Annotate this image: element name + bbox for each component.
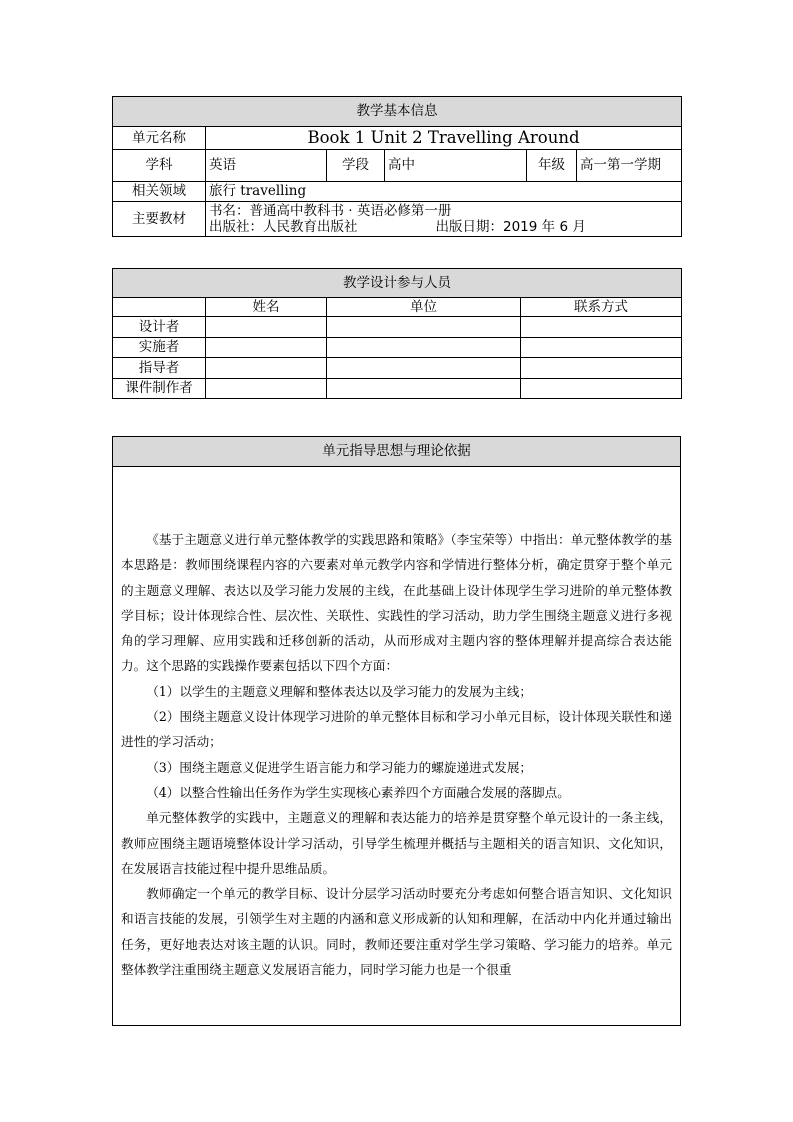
guidance-header: 单元指导思想与理论依据 (113, 437, 681, 467)
textbook-label: 主要教材 (113, 202, 206, 237)
participant-unit-cell (327, 358, 521, 379)
grade-value: 高一第一学期 (577, 150, 682, 182)
stage-value: 高中 (385, 150, 527, 182)
field-value: 旅行 travelling (206, 182, 682, 202)
participant-name-cell (206, 358, 327, 379)
guidance-paragraph-3: 教师确定一个单元的教学目标、设计分层学习活动时要充分考虑如何整合语言知识、文化知识和语言技能的发展，引领学生对主题的内涵和意义形成新的认知和理解，在活动中内化并通过输出任务，更好地表达对该主题的认识。同时，教师还要注重对学生学习策略、学习能力的培养。单元整体教学注重围绕主题意义发展语言能力，同时学习能力也是一个很重 (121, 886, 672, 978)
participant-name-cell (206, 379, 327, 399)
subject-value: 英语 (206, 150, 327, 182)
participants-col-unit: 单位 (327, 298, 521, 317)
unit-name-label: 单元名称 (113, 127, 206, 150)
field-label: 相关领域 (113, 182, 206, 202)
guidance-paragraph-2: 单元整体教学的实践中，主题意义的理解和表达能力的培养是贯穿整个单元设计的一条主线，教师应围绕主题语境整体设计学习活动，引导学生梳理并概括与主题相关的语言知识、文化知识，在发展语言技能过程中提升思维品质。 (121, 810, 672, 876)
publisher: 出版社：人民教育出版社 (209, 219, 358, 235)
guidance-table (112, 436, 681, 1026)
publish-date: 出版日期：2019 年 6 月 (435, 219, 586, 235)
participant-role-designer: 设计者 (113, 317, 206, 338)
participant-name-cell (206, 317, 327, 338)
guidance-paragraph-1: 《基于主题意义进行单元整体教学的实践思路和策略》（李宝荣等）中指出：单元整体教学的基本思路是：教师围绕课程内容的六要素对单元教学内容和学情进行整体分析，确定贯穿于整个单元的主题意义理解、表达以及学习能力发展的主线，在此基础上设计体现学生学习进阶的单元整体教学目标；设计体现综合性、层次性、关联性、实践性的学习活动，助力学生围绕主题意义进行多视角的学习理解、应用实践和迁移创新的活动，从而形成对主题内容的整体理解并提高综合表达能力。这个思路的实践操作要素包括以下四个方面： (121, 532, 672, 674)
guidance-item-1: （1）以学生的主题意义理解和整体表达以及学习能力的发展为主线； (146, 683, 533, 699)
guidance-item-3: （3）围绕主题意义促进学生语言能力和学习能力的螺旋递进式发展； (146, 759, 533, 775)
textbook-title: 书名：普通高中教科书 · 英语必修第一册 (209, 202, 452, 219)
textbook-publish-line (209, 219, 678, 235)
basic-info-header: 教学基本信息 (113, 97, 682, 127)
subject-label: 学科 (113, 150, 206, 182)
participant-name-cell (206, 338, 327, 358)
participants-header: 教学设计参与人员 (113, 269, 682, 298)
participants-col-role (113, 298, 206, 317)
participant-contact-cell (521, 338, 682, 358)
guidance-body (113, 467, 681, 1026)
participants-table (112, 268, 682, 399)
participants-col-contact: 联系方式 (521, 298, 682, 317)
participant-role-advisor: 指导者 (113, 358, 206, 379)
basic-info-table (112, 96, 682, 237)
unit-name-value: Book 1 Unit 2 Travelling Around (206, 127, 682, 150)
stage-label: 学段 (327, 150, 385, 182)
participant-role-courseware-maker: 课件制作者 (113, 379, 206, 399)
guidance-item-2: （2）围绕主题意义设计体现学习进阶的单元整体目标和学习小单元目标，设计体现关联性和递进性的学习活动； (121, 709, 672, 750)
participant-role-implementer: 实施者 (113, 338, 206, 358)
participant-unit-cell (327, 317, 521, 338)
participant-unit-cell (327, 338, 521, 358)
participant-contact-cell (521, 358, 682, 379)
guidance-item-4: （4）以整合性输出任务作为学生实现核心素养四个方面融合发展的落脚点。 (146, 784, 570, 800)
grade-label: 年级 (527, 150, 577, 182)
textbook-value (206, 202, 682, 237)
participant-contact-cell (521, 379, 682, 399)
participant-contact-cell (521, 317, 682, 338)
participants-col-name: 姓名 (206, 298, 327, 317)
participant-unit-cell (327, 379, 521, 399)
